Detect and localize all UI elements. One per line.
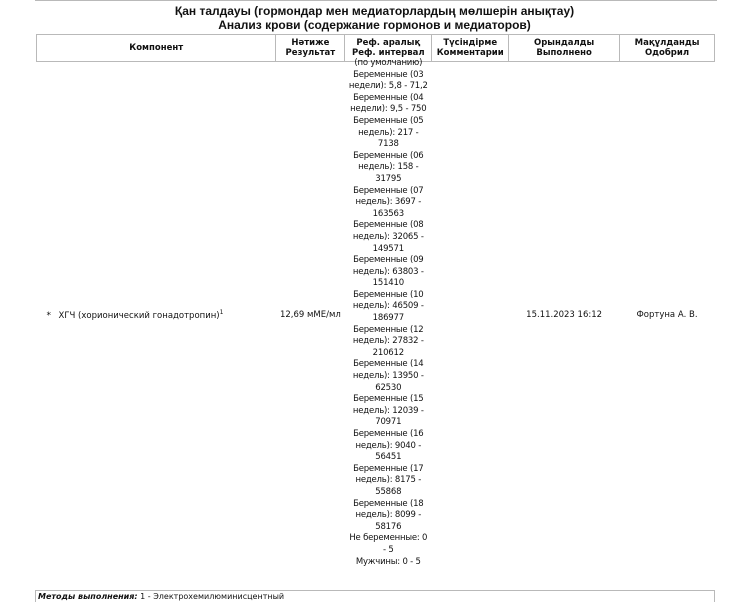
reference-interval-line: Беременные (07 <box>353 185 424 196</box>
reference-interval-line: 149571 <box>372 243 404 254</box>
reference-interval-line: Мужчины: 0 - 5 <box>355 556 421 567</box>
results-table <box>36 34 715 568</box>
column-header-comments-ru: Комментарии <box>436 48 504 58</box>
component-name-text: ХГЧ (хорионический гонадотропин) <box>58 310 220 321</box>
column-header-component-label: Компонент <box>129 42 184 53</box>
reference-interval-line: Беременные (17 <box>353 463 424 474</box>
reference-interval-line: недель): 12039 - <box>352 405 424 416</box>
reference-interval-line: 210612 <box>372 347 404 358</box>
reference-interval-line: недели): 5,8 - 71,2 <box>348 81 428 92</box>
reference-interval-line: Беременные (06 <box>353 150 424 161</box>
column-header-result-kz: Нәтиже <box>291 37 330 48</box>
column-header-approved <box>620 35 715 62</box>
column-header-result <box>276 35 345 62</box>
reference-interval-line: 186977 <box>372 313 404 324</box>
reference-interval-line: 151410 <box>372 278 404 289</box>
reference-interval-line: Беременные (10 <box>353 289 424 300</box>
column-header-performed <box>509 35 620 62</box>
reference-interval-line: Беременные (12 <box>353 324 424 335</box>
reference-interval-line: Беременные (09 <box>353 255 424 266</box>
column-header-performed-ru: Выполнено <box>536 48 592 58</box>
reference-interval-line: недель): 8175 - <box>355 475 422 486</box>
reference-interval-line: Беременные (04 <box>353 92 424 103</box>
reference-interval-line: Беременные (05 <box>353 115 424 126</box>
result-cell <box>276 62 345 569</box>
component-cell <box>37 62 276 569</box>
component-name <box>59 311 224 321</box>
reference-interval-line: 163563 <box>372 208 404 219</box>
reference-interval-line: Беременные (15 <box>353 394 424 405</box>
row-marker: * <box>46 310 51 321</box>
reference-interval-line: (по умолчанию) <box>354 58 423 68</box>
reference-interval-line: 7138 <box>377 139 399 150</box>
approved-by: Фортуна А. В. <box>636 310 698 321</box>
table-row <box>37 62 715 569</box>
reference-interval-line: недель): 63803 - <box>352 266 424 277</box>
reference-interval-line: Беременные (03 <box>353 69 424 80</box>
reference-interval-line: - 5 <box>383 544 394 555</box>
reference-interval-list <box>347 58 430 568</box>
performed-cell <box>509 62 620 569</box>
reference-interval-line: недель): 27832 - <box>352 336 424 347</box>
reference-interval-line: недель): 32065 - <box>352 231 424 242</box>
column-header-ref-ru: Реф. интервал <box>352 48 425 58</box>
methods-label: Методы выполнения: <box>38 592 138 601</box>
column-header-performed-kz: Орындалды <box>533 37 595 48</box>
reference-interval-line: недель): 46509 - <box>352 301 424 312</box>
reference-interval-line: Беременные (16 <box>353 429 424 439</box>
reference-interval-line: недели): 9,5 - 750 <box>350 104 427 115</box>
reference-interval-line: недель): 13950 - <box>352 371 424 382</box>
reference-interval-line: 58176 <box>375 521 402 532</box>
reference-interval-line: 56451 <box>375 452 402 463</box>
method-footnote: 1 <box>219 309 224 317</box>
performed-datetime: 15.11.2023 16:12 <box>526 310 603 321</box>
report-title-kz: Қан талдауы (гормондар мен медиаторлардың мөлшерін анықтау) <box>174 4 575 18</box>
column-header-ref-kz: Реф. аралық <box>356 37 421 48</box>
reference-interval-line: Беременные (14 <box>353 359 424 370</box>
approved-cell <box>620 62 715 569</box>
reference-interval-line: 31795 <box>375 173 402 184</box>
reference-interval-line: Не беременные: 0 <box>349 533 428 544</box>
top-divider <box>35 0 717 1</box>
reference-interval-line: Беременные (08 <box>353 220 424 231</box>
reference-interval-line: недель): 9040 - <box>355 440 422 451</box>
methods-text: 1 - Электрохемилюминисцентный <box>140 592 285 601</box>
reference-interval-line: 55868 <box>375 486 402 497</box>
reference-interval-line: недель): 8099 - <box>355 510 422 521</box>
column-header-comments <box>432 35 509 62</box>
result-value: 12,69 мМЕ/мл <box>279 310 341 321</box>
reference-interval-cell <box>345 58 432 569</box>
column-header-component <box>37 35 276 62</box>
reference-interval-line: недель): 217 - <box>358 127 419 138</box>
comments-cell <box>432 62 509 569</box>
report-title-ru: Анализ крови (содержание гормонов и медиаторов) <box>218 18 531 32</box>
column-header-approved-ru: Одобрил <box>644 48 690 58</box>
column-header-result-ru: Результат <box>285 48 336 58</box>
reference-interval-line: недель): 158 - <box>358 162 419 173</box>
reference-interval-line: 70971 <box>375 417 402 428</box>
column-header-approved-kz: Мақұлданды <box>634 37 700 48</box>
column-header-comments-kz: Түсіндірме <box>443 37 498 48</box>
reference-interval-line: недель): 3697 - <box>355 197 422 208</box>
reference-interval-line: Беременные (18 <box>353 498 424 509</box>
reference-interval-line: 62530 <box>375 382 402 393</box>
methods-footer <box>35 590 715 602</box>
